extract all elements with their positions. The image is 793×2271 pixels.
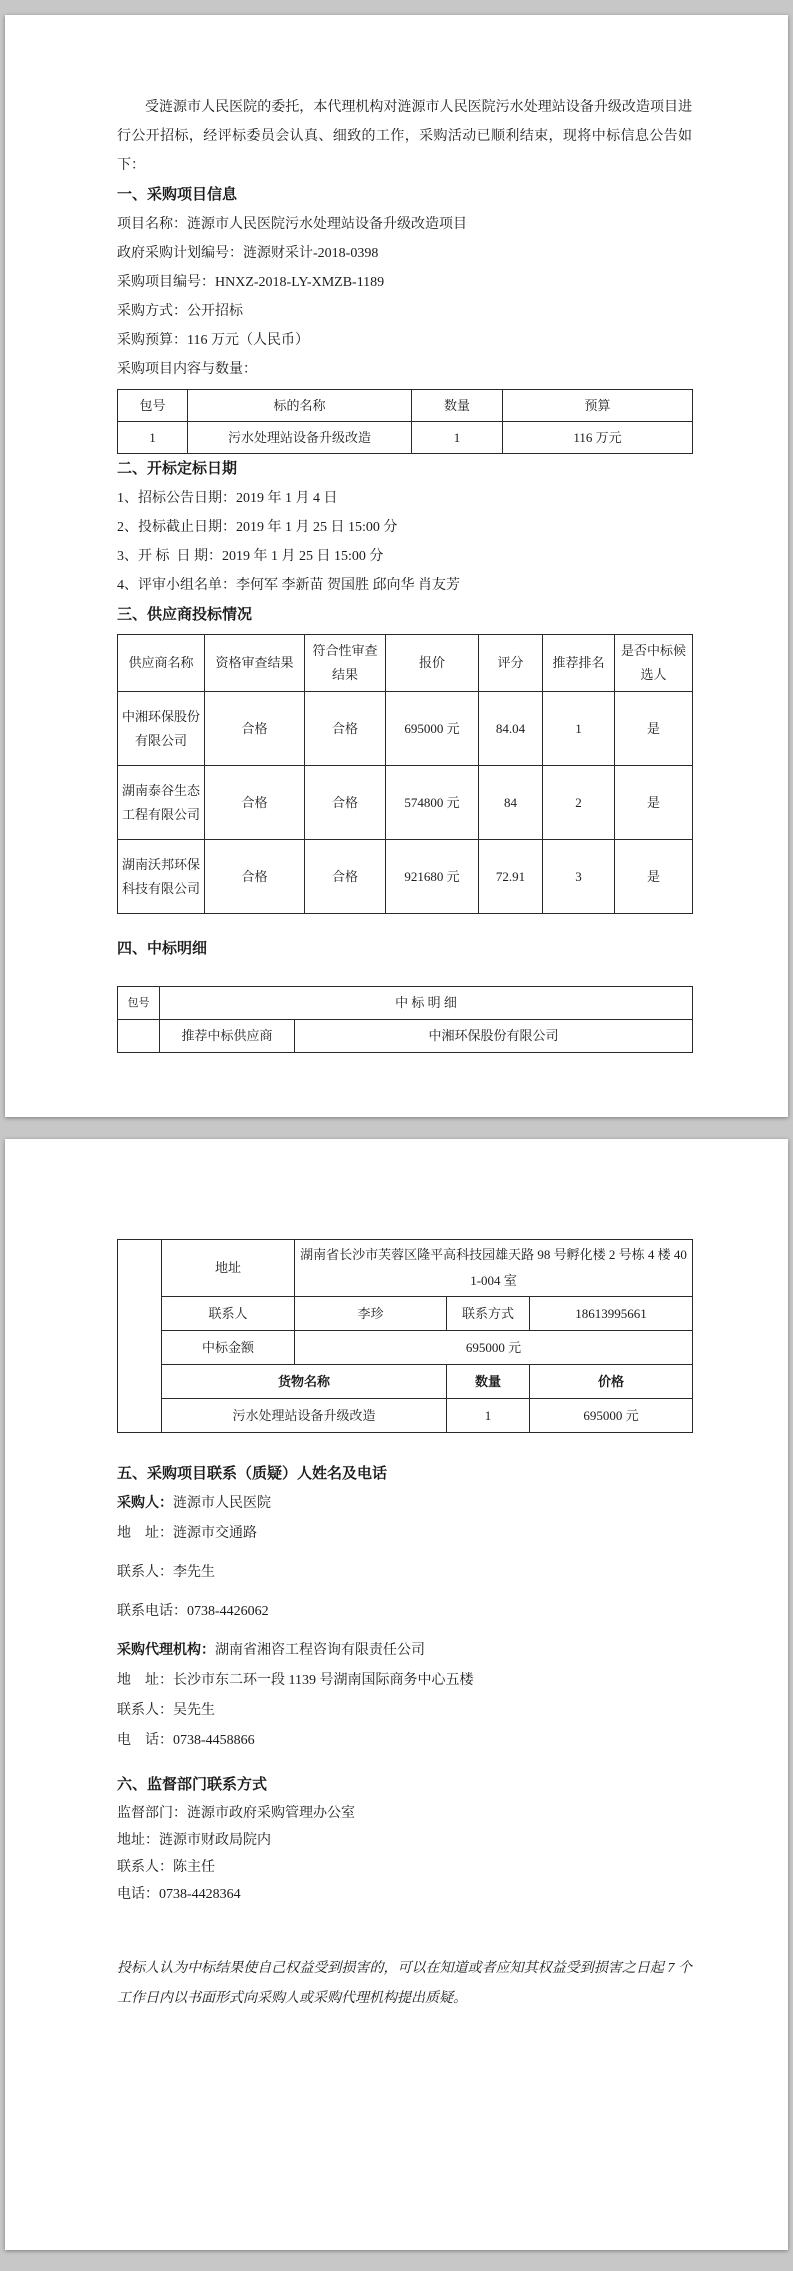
- agency-contact-line: [117, 1696, 692, 1726]
- agency-contact-value: 吴先生: [173, 1703, 215, 1718]
- detail-address-row: [118, 1240, 693, 1297]
- sup-score: 84: [479, 766, 543, 840]
- agency-phone-line: [117, 1726, 692, 1756]
- sup-name: 湖南泰谷生态工程有限公司: [118, 766, 205, 840]
- lots-header-budget: 预算: [503, 390, 693, 422]
- lots-row: [118, 422, 693, 454]
- agency-line: [117, 1636, 692, 1666]
- purchaser-address-value: 涟源市交通路: [173, 1526, 257, 1541]
- sup-conf: 合格: [305, 766, 386, 840]
- agency-value: 湖南省湘咨工程咨询有限责任公司: [215, 1643, 425, 1658]
- section-4-heading: 四、中标明细: [117, 941, 208, 957]
- purchaser-address-label: 地 址：: [117, 1526, 173, 1541]
- supervision-address-line: 地址：涟源市财政局院内: [117, 1833, 271, 1848]
- sup-conf: 合格: [305, 840, 386, 914]
- purchaser-contact-value: 李先生: [173, 1565, 215, 1580]
- detail-left-empty: [118, 1240, 162, 1433]
- goods-qty: 1: [447, 1399, 530, 1433]
- sup-price: 574800 元: [386, 766, 479, 840]
- detail-contact-label: 联系人: [162, 1297, 295, 1331]
- lots-name: 污水处理站设备升级改造: [188, 422, 412, 454]
- supervision-dept-line: 监督部门：涟源市政府采购管理办公室: [117, 1806, 355, 1821]
- supplier-row: [118, 840, 693, 914]
- section-6-heading: 六、监督部门联系方式: [117, 1777, 268, 1793]
- detail-amount-label: 中标金额: [162, 1331, 295, 1365]
- goods-header-name: 货物名称: [162, 1365, 447, 1399]
- lots-pkg: 1: [118, 422, 188, 454]
- agency-phone-label: 电 话：: [117, 1733, 173, 1748]
- announce-date-line: 1、招标公告日期：2019 年 1 月 4 日: [117, 491, 338, 506]
- sup-conf: 合格: [305, 692, 386, 766]
- detail-contact-value: 李珍: [295, 1297, 447, 1331]
- sup-h-rank: 推荐排名: [543, 635, 615, 692]
- page-1: [5, 15, 788, 1117]
- detail-goods-row: [118, 1399, 693, 1433]
- agency-label: 采购代理机构：: [117, 1643, 215, 1658]
- section-2-heading: 二、开标定标日期: [117, 461, 238, 477]
- goods-header-qty: 数量: [447, 1365, 530, 1399]
- purchaser-value: 涟源市人民医院: [173, 1496, 271, 1511]
- award-supplier-value: 中湘环保股份有限公司: [295, 1020, 693, 1053]
- award-summary-table: [117, 986, 693, 1053]
- detail-contact-row: [118, 1297, 693, 1331]
- award-supplier-label: 推荐中标供应商: [160, 1020, 295, 1053]
- open-date-line: 3、开 标 日 期：2019 年 1 月 25 日 15:00 分: [117, 549, 384, 564]
- lots-table: [117, 389, 693, 454]
- document-viewer: [0, 15, 793, 2250]
- budget-line: 采购预算：116 万元（人民币）: [117, 333, 309, 348]
- lots-budget: 116 万元: [503, 422, 693, 454]
- project-name-line: 项目名称：涟源市人民医院污水处理站设备升级改造项目: [117, 217, 467, 232]
- sup-name: 中湘环保股份有限公司: [118, 692, 205, 766]
- award-pkg-header: 包号: [118, 987, 160, 1020]
- lots-qty: 1: [412, 422, 503, 454]
- sup-h-qualification: 资格审查结果: [205, 635, 305, 692]
- detail-address-value: 湖南省长沙市芙蓉区隆平高科技园雄天路 98 号孵化楼 2 号栋 4 楼 401-004 室: [295, 1240, 693, 1297]
- lots-header-qty: 数量: [412, 390, 503, 422]
- sup-candidate: 是: [615, 692, 693, 766]
- sup-rank: 2: [543, 766, 615, 840]
- purchaser-phone-line: [117, 1597, 692, 1627]
- supervision-phone-line: 电话：0738-4428364: [117, 1887, 241, 1902]
- sup-rank: 1: [543, 692, 615, 766]
- detail-goods-header-row: [118, 1365, 693, 1399]
- detail-amount-value: 695000 元: [295, 1331, 693, 1365]
- award-pkg-empty: [118, 1020, 160, 1053]
- purchaser-contact-line: [117, 1558, 692, 1588]
- detail-method-value: 18613995661: [530, 1297, 693, 1331]
- section-1-heading: 一、采购项目信息: [117, 187, 238, 203]
- intro-paragraph: 受涟源市人民医院的委托，本代理机构对涟源市人民医院污水处理站设备升级改造项目进行公开招标，经评标委员会认真、细致的工作，采购活动已顺利结束，现将中标信息公告如下：: [117, 100, 692, 173]
- purchaser-phone-value: 0738-4426062: [187, 1604, 269, 1619]
- agency-phone-value: 0738-4458866: [173, 1733, 255, 1748]
- sup-h-candidate: 是否中标候选人: [615, 635, 693, 692]
- agency-address-line: [117, 1666, 692, 1696]
- sup-rank: 3: [543, 840, 615, 914]
- sup-score: 72.91: [479, 840, 543, 914]
- sup-price: 695000 元: [386, 692, 479, 766]
- page-2: [5, 1139, 788, 2250]
- sup-qual: 合格: [205, 766, 305, 840]
- lots-header-row: [118, 390, 693, 422]
- project-number-line: 采购项目编号：HNXZ-2018-LY-XMZB-1189: [117, 275, 385, 290]
- goods-name: 污水处理站设备升级改造: [162, 1399, 447, 1433]
- detail-amount-row: [118, 1331, 693, 1365]
- purchaser-line: [117, 1489, 692, 1519]
- purchaser-phone-label: 联系电话：: [117, 1604, 187, 1619]
- sup-candidate: 是: [615, 766, 693, 840]
- supplier-row: [118, 766, 693, 840]
- purchaser-label: 采购人：: [117, 1496, 173, 1511]
- agency-address-value: 长沙市东二环一段 1139 号湖南国际商务中心五楼: [173, 1673, 474, 1688]
- section-5-heading: 五、采购项目联系（质疑）人姓名及电话: [117, 1466, 388, 1482]
- award-title: 中 标 明 细: [160, 987, 693, 1020]
- goods-header-price: 价格: [530, 1365, 693, 1399]
- sup-h-score: 评分: [479, 635, 543, 692]
- supervision-contact-line: 联系人：陈主任: [117, 1860, 215, 1875]
- award-title-row: [118, 987, 693, 1020]
- suppliers-header-row: [118, 635, 693, 692]
- award-supplier-row: [118, 1020, 693, 1053]
- plan-number-line: 政府采购计划编号：涟源财采计-2018-0398: [117, 246, 379, 261]
- review-panel-line: 4、评审小组名单：李何军 李新苗 贺国胜 邱向华 肖友芳: [117, 578, 460, 593]
- content-quantity-line: 采购项目内容与数量：: [117, 362, 257, 377]
- sup-candidate: 是: [615, 840, 693, 914]
- award-detail-table: [117, 1239, 693, 1433]
- deadline-line: 2、投标截止日期：2019 年 1 月 25 日 15:00 分: [117, 520, 398, 535]
- detail-method-label: 联系方式: [447, 1297, 530, 1331]
- sup-h-name: 供应商名称: [118, 635, 205, 692]
- goods-price: 695000 元: [530, 1399, 693, 1433]
- sup-price: 921680 元: [386, 840, 479, 914]
- sup-name: 湖南沃邦环保科技有限公司: [118, 840, 205, 914]
- supplier-row: [118, 692, 693, 766]
- sup-h-conformity: 符合性审查结果: [305, 635, 386, 692]
- purchaser-address-line: [117, 1519, 692, 1549]
- objection-notice-paragraph: 投标人认为中标结果使自己权益受到损害的，可以在知道或者应知其权益受到损害之日起 7 个工作日内以书面形式向采购人或采购代理机构提出质疑。: [117, 1961, 692, 2006]
- sup-score: 84.04: [479, 692, 543, 766]
- suppliers-table: [117, 634, 693, 914]
- lots-header-pkg: 包号: [118, 390, 188, 422]
- agency-contact-label: 联系人：: [117, 1703, 173, 1718]
- detail-address-label: 地址: [162, 1240, 295, 1297]
- section-3-heading: 三、供应商投标情况: [117, 607, 253, 623]
- sup-qual: 合格: [205, 840, 305, 914]
- agency-address-label: 地 址：: [117, 1673, 173, 1688]
- purchaser-contact-label: 联系人：: [117, 1565, 173, 1580]
- sup-h-price: 报价: [386, 635, 479, 692]
- method-line: 采购方式：公开招标: [117, 304, 243, 319]
- sup-qual: 合格: [205, 692, 305, 766]
- lots-header-name: 标的名称: [188, 390, 412, 422]
